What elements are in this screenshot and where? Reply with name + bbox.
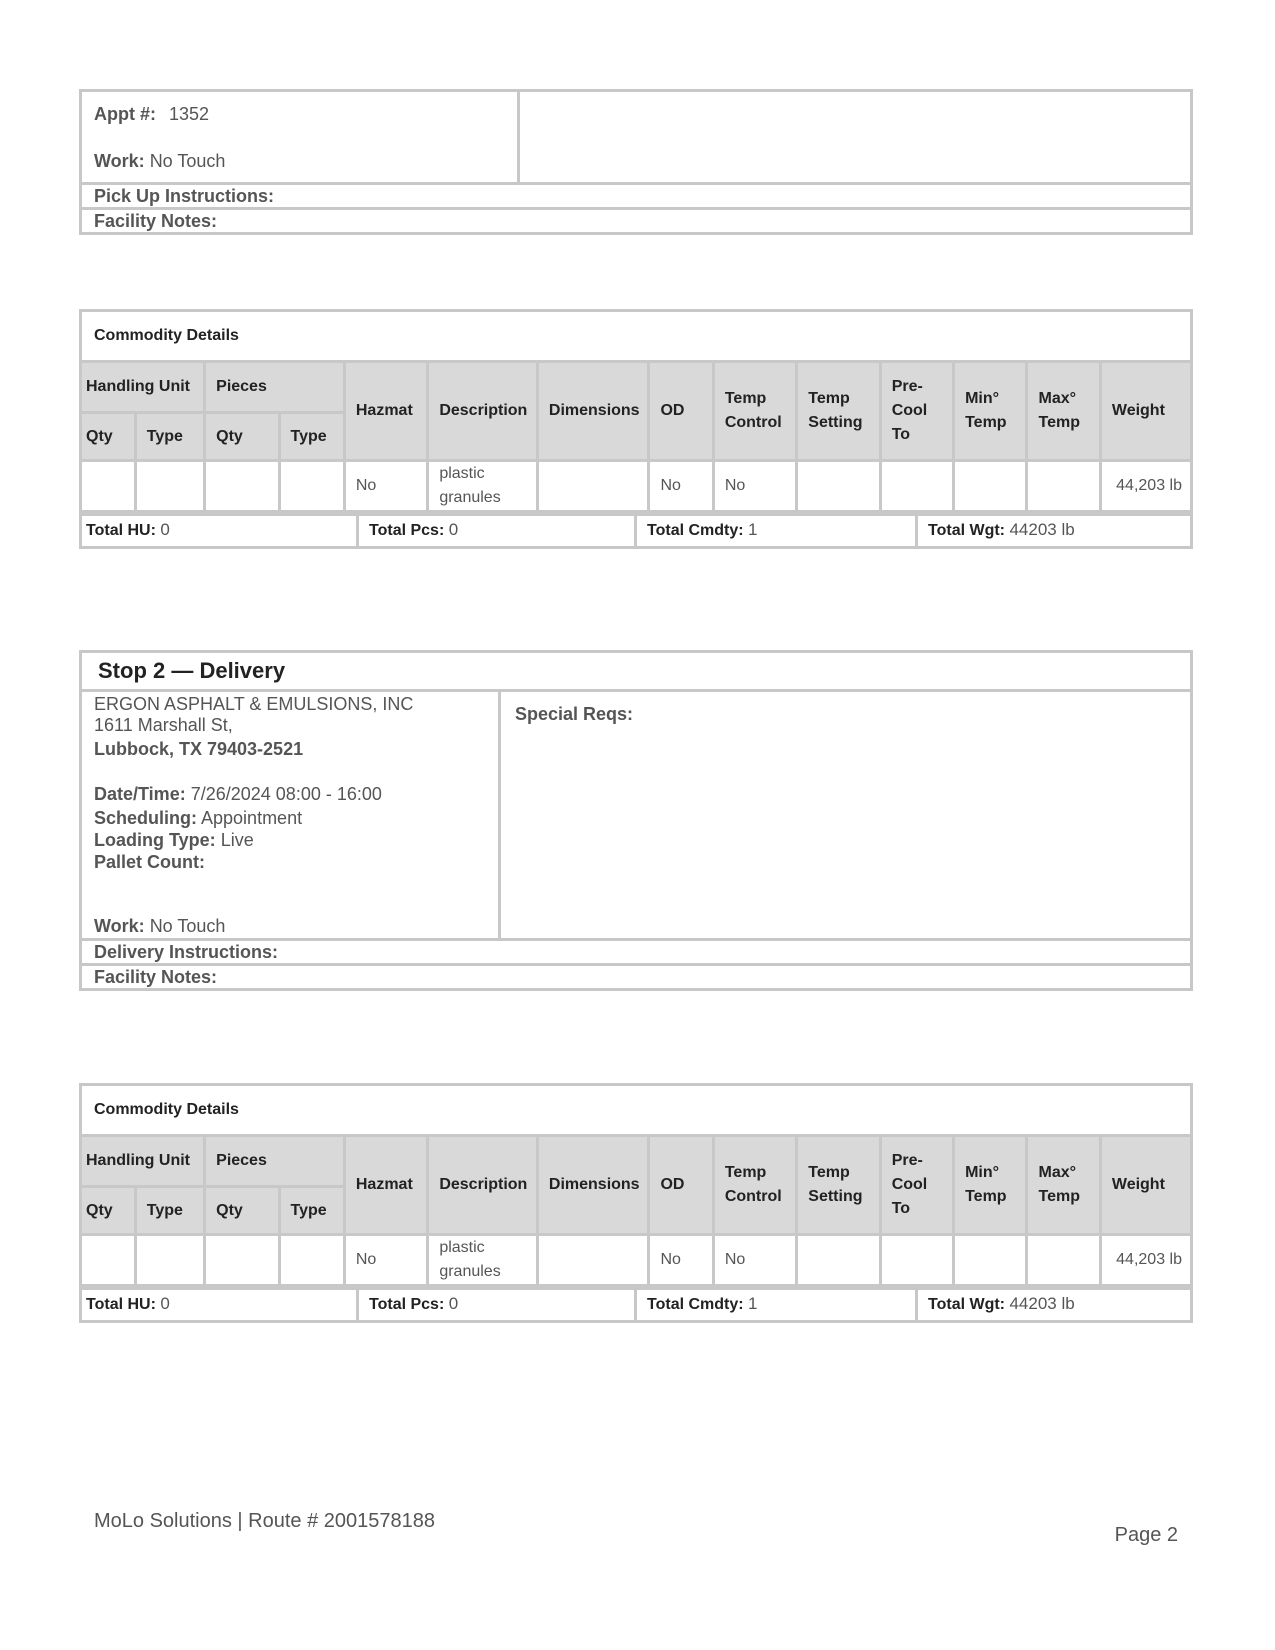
cell-weight: 44,203 lb <box>1100 1235 1190 1286</box>
header-max-temp: Max° Temp <box>1027 1136 1100 1235</box>
header-dimensions: Dimensions <box>537 1136 649 1235</box>
cell-description: plastic granules <box>428 1235 538 1286</box>
cell-pcs-qty <box>205 1235 279 1286</box>
cell-hu-qty <box>82 1235 135 1286</box>
header-hu-type: Type <box>135 1187 204 1235</box>
header-od: OD <box>649 362 713 461</box>
street-address: 1611 Marshall St, <box>94 715 233 735</box>
header-weight: Weight <box>1100 362 1190 461</box>
commodity-table <box>82 1086 1190 1287</box>
total-pcs <box>356 1290 634 1320</box>
header-od: OD <box>649 1136 713 1235</box>
header-description: Description <box>428 1136 538 1235</box>
total-pcs-label: Total Pcs: <box>369 522 445 539</box>
total-wgt-value: 44203 lb <box>1009 520 1075 539</box>
total-pcs-value: 0 <box>448 1294 459 1313</box>
footer-route: MoLo Solutions | Route # 2001578188 <box>94 1510 436 1532</box>
header-hu-type: Type <box>135 413 204 461</box>
header-pre-cool-to: Pre-Cool To <box>880 362 953 461</box>
stop1-right-panel <box>520 92 1190 182</box>
table-row <box>82 1235 1190 1286</box>
facility-notes-label: Facility Notes: <box>82 207 1190 232</box>
header-hu-qty: Qty <box>82 1187 135 1235</box>
total-cmdty <box>634 1290 915 1320</box>
total-cmdty-value: 1 <box>748 1294 758 1313</box>
city-state-zip: Lubbock, TX 79403-2521 <box>94 739 304 759</box>
header-handling-unit: Handling Unit <box>82 1136 205 1187</box>
cell-min-temp <box>954 1235 1027 1286</box>
header-temp-setting: Temp Setting <box>797 362 880 461</box>
total-pcs-label: Total Pcs: <box>369 1296 445 1313</box>
commodity-title: Commodity Details <box>82 1086 1190 1136</box>
pallet-count-label: Pallet Count: <box>94 852 205 872</box>
cell-weight: 44,203 lb <box>1100 461 1190 512</box>
header-pre-cool-to: Pre-Cool To <box>880 1136 953 1235</box>
special-reqs-label: Special Reqs: <box>515 704 634 724</box>
header-weight: Weight <box>1100 1136 1190 1235</box>
appt-label: Appt #: <box>94 104 156 124</box>
header-temp-control: Temp Control <box>713 1136 796 1235</box>
cell-pcs-type <box>279 461 344 512</box>
header-min-temp: Min° Temp <box>954 362 1027 461</box>
cell-pre-cool-to <box>880 1235 953 1286</box>
scheduling-value: Appointment <box>201 808 303 828</box>
header-pcs-qty: Qty <box>205 1187 279 1235</box>
cell-max-temp <box>1027 1235 1100 1286</box>
appt-value: 1352 <box>169 104 210 124</box>
header-min-temp: Min° Temp <box>954 1136 1027 1235</box>
footer-page-number: Page 2 <box>1114 1524 1178 1546</box>
total-cmdty-label: Total Cmdty: <box>647 1296 744 1313</box>
special-reqs-panel <box>501 692 1190 938</box>
header-pcs-qty: Qty <box>205 413 279 461</box>
cell-od: No <box>649 1235 713 1286</box>
commodity-table <box>82 312 1190 513</box>
commodity-title: Commodity Details <box>82 312 1190 362</box>
datetime-value: 7/26/2024 08:00 - 16:00 <box>190 784 382 804</box>
total-wgt <box>915 516 1190 546</box>
header-hu-qty: Qty <box>82 413 135 461</box>
cell-description: plastic granules <box>428 461 538 512</box>
scheduling-label: Scheduling: <box>94 808 197 828</box>
header-handling-unit: Handling Unit <box>82 362 205 413</box>
cell-dimensions <box>537 461 649 512</box>
cell-temp-control: No <box>713 1235 796 1286</box>
stop2-commodity-box <box>79 1083 1193 1323</box>
stop1-appt-panel <box>82 92 520 182</box>
delivery-instructions-label: Delivery Instructions: <box>82 938 1190 963</box>
totals-row <box>82 1287 1190 1320</box>
total-hu-label: Total HU: <box>86 522 156 539</box>
work-value: No Touch <box>149 916 226 936</box>
header-description: Description <box>428 362 538 461</box>
cell-max-temp <box>1027 461 1100 512</box>
total-hu <box>82 516 356 546</box>
cell-hu-type <box>135 461 204 512</box>
table-row <box>82 461 1190 512</box>
total-wgt-value: 44203 lb <box>1009 1294 1075 1313</box>
header-hazmat: Hazmat <box>344 1136 427 1235</box>
cell-pcs-type <box>279 1235 344 1286</box>
totals-row <box>82 513 1190 546</box>
total-pcs-value: 0 <box>448 520 459 539</box>
loading-type-value: Live <box>220 830 254 850</box>
header-pieces: Pieces <box>205 362 345 413</box>
pickup-instructions-label: Pick Up Instructions: <box>82 182 1190 207</box>
total-hu-label: Total HU: <box>86 1296 156 1313</box>
header-pcs-type: Type <box>279 1187 344 1235</box>
total-hu-value: 0 <box>160 1294 170 1313</box>
cell-temp-setting <box>797 1235 880 1286</box>
stop1-commodity-box <box>79 309 1193 549</box>
header-dimensions: Dimensions <box>537 362 649 461</box>
header-hazmat: Hazmat <box>344 362 427 461</box>
work-value: No Touch <box>149 151 226 171</box>
work-label: Work: <box>94 151 145 171</box>
total-pcs <box>356 516 634 546</box>
total-wgt <box>915 1290 1190 1320</box>
header-temp-setting: Temp Setting <box>797 1136 880 1235</box>
total-wgt-label: Total Wgt: <box>928 522 1006 539</box>
total-hu-value: 0 <box>160 520 170 539</box>
stop1-info-box <box>79 89 1193 235</box>
cell-hazmat: No <box>344 1235 427 1286</box>
stop2-address-panel <box>82 692 501 938</box>
total-cmdty-label: Total Cmdty: <box>647 522 744 539</box>
cell-temp-setting <box>797 461 880 512</box>
total-wgt-label: Total Wgt: <box>928 1296 1006 1313</box>
cell-hazmat: No <box>344 461 427 512</box>
cell-temp-control: No <box>713 461 796 512</box>
header-max-temp: Max° Temp <box>1027 362 1100 461</box>
work-label: Work: <box>94 916 145 936</box>
datetime-label: Date/Time: <box>94 784 186 804</box>
header-pieces: Pieces <box>205 1136 345 1187</box>
loading-type-label: Loading Type: <box>94 830 216 850</box>
cell-pre-cool-to <box>880 461 953 512</box>
stop2-title: Stop 2 — Delivery <box>98 658 286 683</box>
cell-min-temp <box>954 461 1027 512</box>
total-cmdty <box>634 516 915 546</box>
total-hu <box>82 1290 356 1320</box>
header-pcs-type: Type <box>279 413 344 461</box>
cell-dimensions <box>537 1235 649 1286</box>
facility-notes-label: Facility Notes: <box>82 963 1190 988</box>
cell-od: No <box>649 461 713 512</box>
header-temp-control: Temp Control <box>713 362 796 461</box>
cell-pcs-qty <box>205 461 279 512</box>
cell-hu-qty <box>82 461 135 512</box>
stop2-box <box>79 650 1193 991</box>
total-cmdty-value: 1 <box>748 520 758 539</box>
cell-hu-type <box>135 1235 204 1286</box>
company-name: ERGON ASPHALT & EMULSIONS, INC <box>94 694 414 714</box>
